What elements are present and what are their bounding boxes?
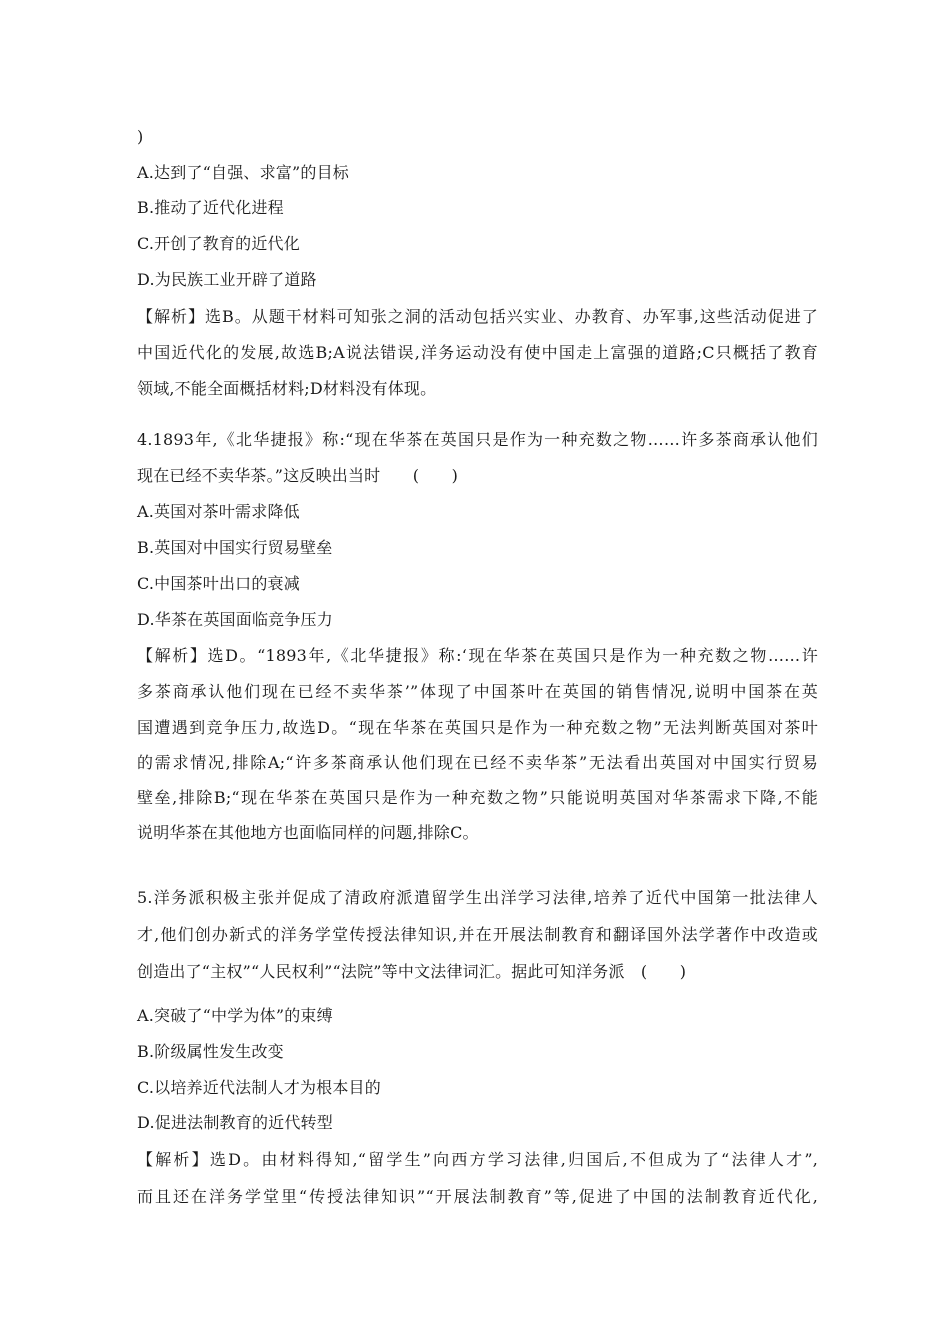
analysis-line: 壁垒,排除B;“现在华茶在英国只是作为一种充数之物”只能说明英国对华茶需求下降,不能	[137, 788, 818, 807]
analysis-line: 的需求情况,排除A;“许多茶商承认他们现在已经不卖华茶”无法看出英国对中国实行贸易	[137, 753, 818, 772]
question-3-tail: )	[137, 127, 144, 146]
option-a: A.英国对茶叶需求降低	[137, 502, 300, 521]
question-4-line: 4.1893年,《北华捷报》称:“现在华茶在英国只是作为一种充数之物……许多茶商承认他们	[137, 430, 818, 449]
analysis-line: 领域,不能全面概括材料;D材料没有体现。	[137, 379, 437, 398]
analysis-line: 【解析】选D。由材料得知,“留学生”向西方学习法律,归国后,不但成为了“法律人才”,	[137, 1150, 818, 1169]
option-a: A.达到了“自强、求富”的目标	[137, 163, 350, 182]
analysis-line: 多茶商承认他们现在已经不卖华茶’”体现了中国茶叶在英国的销售情况,说明中国茶在英	[137, 682, 818, 701]
option-c: C.中国茶叶出口的衰减	[137, 574, 300, 593]
option-b: B.英国对中国实行贸易壁垒	[137, 538, 333, 557]
option-b: B.推动了近代化进程	[137, 198, 284, 217]
analysis-line: 说明华茶在其他地方也面临同样的问题,排除C。	[137, 823, 479, 842]
option-d: D.为民族工业开辟了道路	[137, 270, 317, 289]
option-d: D.华茶在英国面临竞争压力	[137, 610, 333, 629]
option-a: A.突破了“中学为体”的束缚	[137, 1006, 333, 1025]
analysis-line: 【解析】选B。从题干材料可知张之洞的活动包括兴实业、办教育、办军事,这些活动促进了	[137, 307, 818, 326]
question-4-line: 现在已经不卖华茶。”这反映出当时 ( )	[137, 466, 459, 485]
option-b: B.阶级属性发生改变	[137, 1042, 284, 1061]
option-d: D.促进法制教育的近代转型	[137, 1113, 333, 1132]
question-5-line: 才,他们创办新式的洋务学堂传授法律知识,并在开展法制教育和翻译国外法学著作中改造或	[137, 925, 818, 944]
question-5-line: 5.洋务派积极主张并促成了清政府派遣留学生出洋学习法律,培养了近代中国第一批法律人	[137, 888, 818, 907]
analysis-line: 国遭遇到竞争压力,故选D。“现在华茶在英国只是作为一种充数之物”无法判断英国对茶叶	[137, 718, 818, 737]
option-c: C.开创了教育的近代化	[137, 234, 300, 253]
analysis-line: 而且还在洋务学堂里“传授法律知识”“开展法制教育”等,促进了中国的法制教育近代化,	[137, 1187, 818, 1206]
analysis-line: 中国近代化的发展,故选B;A说法错误,洋务运动没有使中国走上富强的道路;C只概括了教育	[137, 343, 818, 362]
option-c: C.以培养近代法制人才为根本目的	[137, 1078, 381, 1097]
analysis-line: 【解析】选D。“1893年,《北华捷报》称:‘现在华茶在英国只是作为一种充数之物……许	[137, 646, 818, 665]
question-5-line: 创造出了“主权”“人民权利”“法院”等中文法律词汇。据此可知洋务派 ( )	[137, 962, 687, 981]
